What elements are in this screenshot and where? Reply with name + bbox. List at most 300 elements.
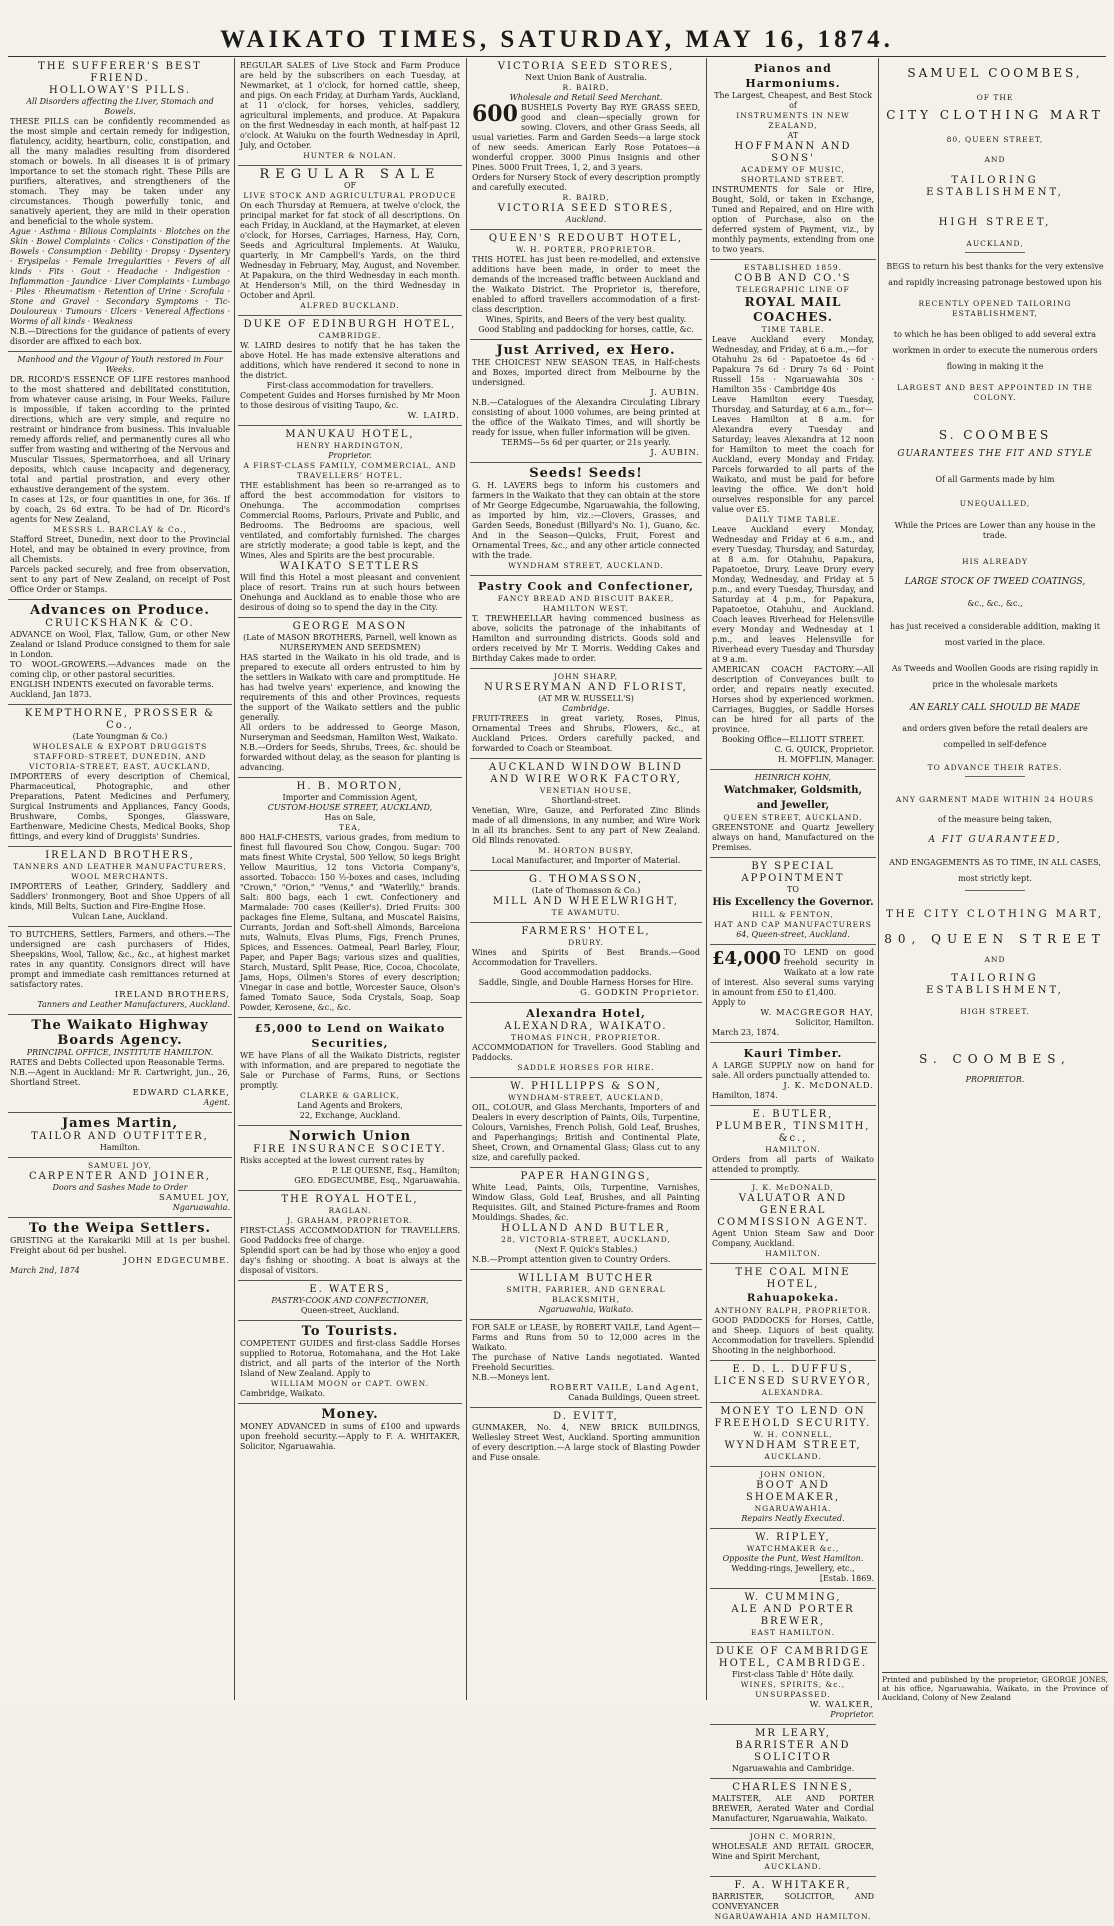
ad-body: Venetian, Wire, Gauze, and Perforated Zinc Blinds made of all dimensions, in any number, and Wire Work in all its branches. Sent to any part of New Zealand. Old Blinds renovated. [472,806,700,845]
ad-body: Wines, Spirits, and Beers of the very best quality. [485,315,687,324]
ad-hill-fenton [710,858,876,945]
ad-signature: W. MACGREGOR HAY, [760,1008,874,1018]
ad-body: and orders given before the retail dealers are compelled in self-defence [902,724,1088,749]
ad-subtitle: FANCY BREAD AND BISCUIT BAKER, [497,594,675,603]
ad-signature: M. HORTON BUSBY, [538,846,634,855]
ad-signature: ROBERT VAILE, Land Agent, [549,1383,700,1393]
ad-schedule: Leave Auckland every Monday, Wednesday, and Friday, at 6 a.m.,—for [712,335,874,354]
ad-subtitle: VALUATOR AND GENERAL COMMISSION AGENT. [717,1193,869,1228]
ad-proprietor: PROPRIETOR. [965,1075,1025,1084]
ad-advance: TO ADVANCE THEIR RATES. [927,763,1063,772]
ad-body: INSTRUMENTS for Sale or Hire, Bought, Sold, or taken in Exchange, Tuned and Repaired, and on Hire with option of Purchase, also on the deferred system of Payment, viz., by monthly payments, extending from one to two years. [712,185,874,254]
ad-mason [238,618,462,778]
ad-note: N.B.—Catalogues of the Alexandra Circulating Library consisting of about 1000 volumes, are being printed at the office of the Waikato Times, and will shortly be ready for issue, when fuller information will be given. [472,398,700,437]
ad-subtitle: BOOT AND SHOEMAKER, [745,1480,840,1503]
ad-subtitle: Importer and Commission Agent, [282,793,418,802]
ad-evitt [470,1408,702,1467]
ad-name: S. COOMBES [938,428,1052,442]
ad-tea: TEA, [338,823,362,832]
ad-headline: W. RIPLEY, [755,1532,831,1543]
ad-subtitle: TELEGRAPHIC LINE OF [736,285,850,294]
ad-signature: G. GODKIN Proprietor. [580,988,700,998]
ad-signature: EDWARD CLARKE, [132,1088,230,1098]
ad-body: W. LAIRD desires to notify that he has taken the above Hotel. He has made extensive alterations and additions, which have rendered it second to none in the district. [240,341,460,380]
ad-whitaker [710,1877,876,1926]
ad-largest: LARGEST AND BEST APPOINTED IN THE COLONY. [897,383,1093,402]
ad-body: to which he has been obliged to add several extra workmen in order to execute the numerous orders flowing in making it the [892,330,1098,371]
ad-signature: W. LAIRD. [407,411,460,421]
ad-headline: Pianos and Harmoniums. [745,62,841,90]
ad-disease-list: Ague · Asthma · Bilious Complaints · Blotches on the Skin · Bowel Complaints · Colics · Constipation of the Bowels · Consumption · Debility · Dropsy · Dysentery · Erysipelas · Female Irregularities · Fevers of all kinds · Fits · Gout · Headache · Indigestion · Inflammation · Jaundice · Liver Complaints · Lumbago · Piles · Rheumatism · Retention of Urine · Scrofula · Stone and Gravel · Secondary Symptoms · Tic-Douloureux · Tumours · Ulcers · Venereal Affections · Worms of all kinds · Weakness [10,227,230,326]
ad-address: WYNDHAM STREET, [724,1440,862,1451]
ad-signature: J. AUBIN. [650,388,700,398]
ad-place: HAMILTON. [765,1145,821,1154]
ad-place: Cambridge, Waikato. [240,1389,325,1398]
ad-body: SADDLE HORSES FOR HIRE. [517,1063,655,1072]
ad-headline: REGULAR SALE [259,167,441,182]
ad-headline: Advances on Produce. [30,603,210,618]
ad-proprietor: HENRY HARDINGTON, [296,441,404,450]
ad-subtitle: PLUMBER, TINSMITH, &c., [715,1121,871,1144]
ad-body: G. H. LAVERS begs to inform his customers and farmers in the Waikato that they can obtain at the store of Mr George Edgecumbe, Ngaruawahia, the following, as imported by him, viz.:—Clovers, Grasses, and Garden Seeds, Bonedust (Billyard's No. 1), Guano, &c. And in the Season—Quicks, Fruit, Forest and Ornamental Trees, &c., and any other article connected with the trade. [472,481,700,560]
ad-headline: COBB AND CO.'S [734,273,852,284]
ad-body: AMERICAN COACH FACTORY.—All description of Conveyances built to order, and repairs neatly executed. Horses shod by experienced workmen. Carriages, Buggies, or Saddle Horses can be hired for all parts of the province. [712,665,874,734]
ad-place: RAGLAN. [328,1206,372,1215]
ad-office: Booking Office—ELLIOTT STREET. [721,735,865,744]
ad-fit: A FIT GUARANTEED, [928,835,1062,845]
ad-body: MALTSTER, ALE AND PORTER BREWER, Aerated Water and Cordial Manufacturer, Ngaruawahia, Waikato. [712,1794,874,1823]
ad-headline: Just Arrived, ex Hero. [496,343,676,358]
ad-address: CUSTOM-HOUSE STREET, AUCKLAND, [267,803,433,812]
ad-title: CITY CLOTHING MART [886,108,1104,122]
ad-note: N.B.—Directions for the guidance of patients of every disorder are affixed to each box. [10,327,230,346]
ad-body: IMPORTERS of every description of Chemical, Pharmaceutical, Photographic, and other Preparations, Patent Medicines and Perfumery, Surgical Instruments and Appliances, Fancy Goods, Brushware, Combs, Sponges, Glassware, Earthenware, Medicine Chests, Medical Books, Shop fittings, and every kind of Druggists' Sundries. [10,772,230,841]
ad-body: THESE PILLS can be confidently recommended as the most simple and certain remedy for indigestion, flatulency, acidity, heartburn, colic, constipation, and all the many maladies resulting from disordered stomach or bowels. In all diseases it is of primary importance to set the stomach right. These Pills are purifiers, alteratives, and strengtheners of the stomach. They may be taken under any circumstances. Though powerfully tonic, and sanatively aperient, they are mild in their operation and beneficial to the whole system. [10,117,230,226]
ad-headline: JOHN C. MORRIN, [749,1832,837,1841]
ad-headline: QUEEN'S REDOUBT HOTEL, [488,233,684,244]
ad-butchers [8,927,232,1015]
ad-vaile [470,1320,702,1408]
ad-role: Land Agents and Brokers, [297,1101,403,1110]
ad-address: WYNDHAM-STREET, AUCKLAND, [508,1093,664,1102]
ad-body: OIL, COLOUR, and Glass Merchants, Importers of and Dealers in every description of Paints, Oils, Turpentine, Colours, Varnishes, French Polish, Gold Leaf, Brushes, and Paperhangings; British and Continental Plate, Sheet, Crown, and Ornamental Glass; Glass cut to any size, and carefully packed. [472,1103,700,1162]
ad-martin [8,1113,232,1158]
ad-cobb-coaches [710,260,876,770]
ad-butler [710,1106,876,1180]
ad-body: Competent Guides and Horses furnished by Mr Moon to those desirous of visiting Taupo, &c. [240,391,460,410]
ad-headline: WILLIAM BUTCHER [518,1273,654,1284]
ad-hunter-nolan [238,58,462,166]
ad-body: On each Thursday at Remuera, at twelve o'clock, the principal market for fat stock of all descriptions. On each Friday, in Auckland, at the Haymarket, at eleven o'clock, for Horses, Carriages, Harness, Hay, Corn, Seeds and Agricultural Implements. At Waiuku, quarterly, in Mr Campbell's Yards, on the third Wednesday in February, May, August, and November. At Papakura, on the third Wednesday in each month. At Henderson's Mill, on the third Wednesday in October and April. [240,201,460,300]
ad-ripley [710,1529,876,1589]
ad-place: HAMILTON. [765,1249,821,1258]
ad-subtitle: LICENSED SURVEYOR, [713,1376,873,1387]
ad-signature: H. MOFFLIN, Manager. [777,755,874,764]
ad-body: Splendid sport can be had by those who enjoy a good day's fishing or shooting. A boat is always at the disposal of visitors. [240,1246,460,1275]
ad-subtitle: TAILOR AND OUTFITTER, [31,1131,209,1142]
ad-headline: W. CUMMING, [744,1592,842,1603]
ad-body: BUSHELS Poverty Bay RYE GRASS SEED, good and clean—specially grown for sowing. Clovers, and other Grass Seeds, all usual varieties. Farm and Garden Seeds—a large stock of new seeds. American Early Rose Potatoes—a wonderful cropper. 3000 Pinus Insignis and other Pines. 5000 Fruit Trees, 1, 2, and 3 years. [472,103,700,172]
ad-headline: Pastry Cook and Confectioner, [478,580,694,593]
ad-headline: MONEY TO LEND ON FREEHOLD SECURITY. [714,1406,872,1429]
imprint: Printed and published by the proprietor, GEORGE JONES, at his office, Ngaruawahia, Waikato, in the Province of Auckland, Colony of New Zealand [882,1672,1108,1702]
ad-signature: SAMUEL JOY, [159,1193,230,1203]
ad-street: HIGH STREET. [960,1007,1030,1016]
ad-onion [710,1467,876,1529]
ad-body: Wines and Spirits of Best Brands.—Good Accommodation for Travellers. [472,948,700,967]
ad-body: THE CHOICEST NEW SEASON TEAS, in Half-chests and Boxes, imported direct from Melbourne by the undersigned. [472,358,700,387]
ad-body: White Lead, Paints, Oils, Turpentine, Varnishes, Window Glass, Gold Leaf, Brushes, and all Painting Requisites. Gilt, and Stained Picture-frames and Room Mouldings. Shades, &c. [472,1183,700,1222]
ad-headline: Manhood and the Vigour of Youth restored in Four Weeks. [17,355,223,374]
ad-body: GREENSTONE and Quartz Jewellery always on hand, Manufactured on the Premises. [712,823,874,852]
ad-body: Leave Auckland every Monday, Wednesday and Friday at 6 a.m., and every Tuesday, Thursday, and Saturday, at 8 a.m. for Otahuhu, Papakura, Papatoetoe, Drury. Leave Drury every Monday, Wednesday, and Friday at 5 p.m., and every Tuesday, Thursday, and Saturday at 4 p.m., for Papakura, Papatoetoe, Otahuhu, and Auckland. Coach leaves Riverhead for Helensville every Monday and Wednesday at 1 p.m., and leaves Helensville for Riverhead every Tuesday and Thursday at 9 a.m. [712,525,874,664]
ad-headline: G. THOMASSON, [528,874,644,885]
ad-place: EAST HAMILTON. [750,1628,835,1637]
ad-leary [710,1725,876,1779]
ad-body: GRISTING at the Karakariki Mill at 1s per bushel. Freight about 6d per bushel. [10,1236,230,1255]
ad-firm: KEMPTHORNE, PROSSER & Co., [24,708,216,731]
ad-to: TO [787,885,799,894]
ad-holland-butler [470,1168,702,1270]
ad-headline: Money. [321,1407,379,1422]
ad-kohn [710,770,876,858]
ad-proprietor: W. H. PORTER, PROPRIETOR. [515,245,657,254]
ad-headline: VICTORIA SEED STORES, [497,61,675,72]
ad-tourists [238,1321,462,1404]
ad-body: Risks accepted at the lowest current rates by [240,1156,425,1165]
ad-signature: IRELAND BROTHERS, [114,990,230,1000]
column-3 [470,58,702,1702]
ad-body: A LARGE SUPPLY now on hand for sale. All orders punctually attended to. [712,1061,874,1080]
ad-role: Proprietor. [830,1710,874,1719]
ad-headline: HEINRICH KOHN, [754,773,832,782]
ad-firm: HILL & FENTON, [752,910,834,919]
ad-headline: E. WATERS, [309,1284,391,1295]
ad-morrin [710,1829,876,1877]
ad-apply: Apply to [712,998,746,1007]
ad-headline: FARMERS' HOTEL, [521,926,651,937]
ad-address: WYNDHAM STREET, AUCKLAND. [508,561,664,570]
ad-body: TO BUTCHERS, Settlers, Farmers, and others.—The undersigned are cash purchasers of Hides, Sheepskins, Wool, Tallow, &c., &c., at highest market rates in any quantity. Consignors direct will have prompt and immediate cash remittances returned at satisfactory rates. [10,930,230,989]
ad-headline: J. K. McDONALD, [752,1183,834,1192]
ad-hoffmann [710,58,876,260]
ad-headline: GEORGE MASON [292,621,408,632]
ad-schedule: Leave Hamilton every Tuesday, Thursday, and Saturday, at 6 a.m., for— [712,395,874,414]
masthead-rule [8,56,1106,57]
ad-body: Good accommodation paddocks. [520,968,652,977]
ad-headline: AUCKLAND WINDOW BLIND AND WIRE WORK FACTORY, [489,762,683,785]
ad-near: (Next F. Quick's Stables.) [534,1245,638,1254]
ad-body: ENGLISH INDENTS executed on favorable terms. [10,680,214,689]
ad-subtitle: LIVE STOCK AND AGRICULTURAL PRODUCE [243,191,457,200]
ad-body: COMPETENT GUIDES and first-class Saddle Horses supplied to Rotorua, Rotomahana, and the Hot Lake district, and all parts of the interior of the North Island of New Zealand. Apply to [240,1339,460,1378]
ad-city: AUCKLAND. [764,1862,822,1871]
ad-cumming [710,1589,876,1643]
ad-headline: Seeds! Seeds! [529,466,643,481]
ad-subtitle: SMITH, FARRIER, AND GENERAL BLACKSMITH, [506,1285,666,1304]
ad-headline: E. BUTLER, [752,1109,834,1120]
ad-at: AT [787,131,799,140]
ad-body: WHOLESALE AND RETAIL GROCER, Wine and Spirit Merchant, [712,1842,874,1861]
ad-place: HAMILTON WEST. [543,604,629,613]
ad-body: Saddle, Single, and Double Harness Horses for Hire. [478,978,694,987]
ad-money [238,1404,462,1456]
ad-address: 22, Exchange, Auckland. [299,1111,401,1120]
ad-late: (Late of MASON BROTHERS, Parnell, well known as NURSERYMEN AND SEEDSMEN) [243,633,457,652]
ad-body: Doors and Sashes Made to Order [52,1183,188,1192]
ad-signature: J. K. McDONALD. [783,1081,874,1091]
ad-coal-mine-hotel [710,1264,876,1361]
ad-merchant: R. BAIRD, [562,83,610,92]
ad-coombes [882,58,1108,1089]
ad-address: QUEEN STREET, AUCKLAND. [723,813,863,822]
ad-address: Shortland-street. [551,796,621,805]
ad-body: As Tweeds and Woollen Goods are rising rapidly in price in the wholesale markets [891,664,1099,689]
ad-body: RATES and Debts Collected upon Reasonable Terms. [10,1058,225,1067]
ad-price: In cases at 12s, or four quantities in one, for 36s. If by coach, 2s 6d extra. To be had of Dr. Ricord's agents for New Zealand, [10,495,230,524]
ad-body: 800 HALF-CHESTS, various grades, from medium to finest full flavoured Sou Chow, Congou. Sugar: 700 mats finest White Crystal, 500 Yellow, 50 kegs Bright Yellow Mauritius, 12 tons Victoria Company's, assorted. Tobacco: 150 ½-boxes and cases, including "Crown," "Orion," "Venus," and "Waterlily," brands. Salt: 800 bags, each 1 cwt. Confectionery and Marmalade: 700 cases (Keiller's). Dried Fruits: 300 packages fine Eleme, Sultana, and Muscatel Raisins, Currants, Jordan and Soft-shell Almonds, Barcelona nuts, Walnuts, Elvas Plums, Figs, French Prunes, Spices, and Essences. Oatmeal, Pearl Barley, Flour, Paper, and Paper Bags; various sizes and qualities, Starch, Mustard, Split Pease, Rice, Cocoa, Chocolate, Jams, Hops, Oilmen's Stores of every description; Vinegar in case and bottle, Worcester Sauce, Olson's famed Tomato Sauce, Soda Crystals, Soap, Soap Powder, Kerosene, &c., &c. [240,833,460,1012]
ad-body: FOR SALE or LEASE, by ROBERT VAILE, Land Agent—Farms and Runs from 50 to 12,000 acres in the Waikato. [472,1323,700,1352]
ad-queen-street: 80, QUEEN STREET [884,932,1106,946]
ad-body: Orders from all parts of Waikato attended to promptly. [712,1155,874,1174]
ad-role: Solicitor, Hamilton. [795,1018,874,1027]
ad-duffus [710,1361,876,1403]
ad-ireland [8,847,232,927]
ad-mart: THE CITY CLOTHING MART, [886,909,1104,920]
ad-established: [Estab. 1869. [819,1574,874,1583]
ad-body: Repairs Neatly Executed. [741,1514,845,1523]
ad-phillipps [470,1078,702,1168]
ad-firm: IRELAND BROTHERS, [45,850,195,861]
ad-address: Opposite the Punt, West Hamilton. [722,1554,864,1563]
ad-headline: The Waikato Highway Boards Agency. [31,1018,209,1048]
ad-body: Will find this Hotel a most pleasant and convenient place of resort. Trains run at such hours between Onehunga and Auckland as to enable those who are desirous of doing so to spend the day in the City. [240,573,460,612]
ad-note: Parcels packed securely, and free from observation, sent to any part of New Zealand, on receipt of Post Office Order or Stamps. [10,565,230,594]
ad-headline: W. PHILLIPPS & SON, [510,1081,662,1092]
ad-place: Rahuapokeka. [747,1293,839,1304]
ad-alexandra-hotel [470,1003,702,1078]
ad-place: NGARUAWAHIA AND HAMILTON. [714,1912,872,1921]
ad-firm: James Martin, [61,1116,179,1131]
ad-established: ESTABLISHED 1859. [743,263,843,272]
ad-address: Stafford Street, Dunedin, next door to the Provincial Hotel, and may be obtained in every province, from all Chemists. [10,535,230,564]
ad-place: Ngaruawahia, Waikato. [538,1305,634,1314]
ad-securities [238,1018,462,1126]
ad-place: TE AWAMUTU. [551,908,621,917]
ad-signature: J. AUBIN. [650,448,700,458]
ad-address: Queen-street, Auckland. [300,1306,400,1315]
ad-of-the: OF THE [976,93,1014,102]
ad-agent: P. LE QUESNE, Esq., Hamilton; [331,1166,460,1175]
ad-waters [238,1281,462,1321]
ad-unequalled: UNEQUALLED, [959,499,1031,508]
ad-cruickshank [8,600,232,705]
ad-body: First-class Table d' Hôte daily. [731,1670,855,1679]
ad-trade: HAT AND CAP MANUFACTURERS [714,920,872,929]
ad-subtitle: BARRISTER AND SOLICITOR [735,1740,851,1763]
ad-body: DR. RICORD'S ESSENCE OF LIFE restores manhood to the most shattered and debilitated constitution, from whatever cause arising, in Four Weeks. Failure is impossible, if taken according to the printed directions, which are very simple, and require no restraint or hindrance from business. This invaluable remedy affords relief, and permanently cures all who suffer from wasting and withering of the Nervous and Muscular Tissues, Spermatorrhoea, and all Urinary deposits, which cause incapacity and degeneracy, total and partial prostration, and every other exhaustive derangement of the system. [10,375,230,494]
ad-ricord [8,352,232,600]
column-4 [710,58,876,1921]
ad-weipa [8,1218,232,1280]
ad-body: T. TREWHEELLAR having commenced business as above, solicits the patronage of the inhabitants of Hamilton and surrounding districts. Goods sold and orders received by Mr T. Morris. Wedding Cakes and Birthday Cakes made to order. [472,614,700,663]
ad-subtitle: TAILORING ESTABLISHMENT, [926,175,1064,198]
ad-headline: E. D. L. DUFFUS, [732,1364,854,1375]
ad-headline: Norwich Union [288,1129,412,1144]
ad-signature: W. H. CONNELL, [753,1430,833,1439]
ad-body: GOOD PADDOCKS for Horses, Cattle, and Sheep. Liquors of best quality. Accommodation for travellers. Splendid Shooting in the neighborhood. [712,1316,874,1355]
column-5-coombes [882,58,1108,1702]
ad-signature: R. BAIRD, [562,193,610,202]
ad-body: THIS HOTEL has just been re-modelled, and extensive additions have been made, in order to meet the demands of the increased traffic between Auckland and the Waikato District. The Proprietor is, therefore, enabled to afford travellers accommodation of a first-class description. [472,255,700,314]
ad-firm: HOFFMANN AND SONS' [734,141,852,164]
ad-trewheellar [470,576,702,669]
ad-firm: HOLLAND AND BUTLER, [501,1223,671,1234]
ad-city: AUCKLAND, [966,239,1024,248]
ad-signature: CLARKE & GARLICK, [299,1091,401,1100]
ad-address: Vulcan Lane, Auckland. [72,912,168,921]
ad-timetable-head: TIME TABLE. [761,325,825,334]
ad-late: (AT MR W. RUSSELL'S) [538,694,634,703]
ad-and: AND [984,155,1006,164]
ad-subtitle: ALE AND PORTER BREWER, [731,1604,855,1627]
ad-address: All orders to be addressed to George Mason, Nurseryman and Seedsman, Hamilton West, Waikato. [240,723,460,742]
ad-note: N.B.—Moneys lent. [472,1373,550,1382]
ad-amount: £4,000 [712,948,781,969]
ad-late: (Late of Thomasson & Co.) [531,886,641,895]
ad-mcdonald [710,1180,876,1264]
ad-firm: CRUICKSHANK & CO. [45,618,195,629]
ad-subtitle: A FIRST-CLASS FAMILY, COMMERCIAL, AND TRAVELLERS' HOTEL. [243,461,457,480]
ad-proprietor: THOMAS FINCH, PROPRIETOR. [510,1033,662,1042]
ad-headline: H. B. MORTON, [296,781,404,792]
ad-queens-redoubt [470,230,702,340]
ad-subtitle: PASTRY-COOK AND CONFECTIONER, [271,1296,429,1305]
ad-late: (Late Youngman & Co.) [72,732,168,741]
ad-firm: JOHN SHARP, [553,672,619,681]
ad-body: While the Prices are Lower than any house in the trade. [894,521,1096,540]
ad-subtitle: NURSERYMAN AND FLORIST, [484,682,688,693]
ad-early-call: AN EARLY CALL SHOULD BE MADE [909,703,1081,713]
ad-connell [710,1403,876,1467]
ad-body: First-class accommodation for travellers. [266,381,434,390]
ad-timetable-head: DAILY TIME TABLE. [745,515,841,524]
ad-quantity: 600 [472,101,518,127]
column-divider [234,58,235,1700]
ad-headline: £5,000 to Lend on Waikato Securities, [254,1022,446,1050]
ad-signature: JOHN EDGECUMBE. [123,1256,230,1266]
ad-subtitle: The Largest, Cheapest, and Best Stock of [714,91,872,110]
ad-holloway [8,58,232,352]
ad-place: Ngaruawahia. [172,1203,230,1212]
ad-note: N.B.—Prompt attention given to Country Orders. [472,1255,671,1264]
ad-city: AUCKLAND. [764,1452,822,1461]
ad-body: REGULAR SALES of Live Stock and Farm Produce are held by the subscribers on each Tuesday, at Newmarket, at 1 o'clock, for horned cattle, sheep, and pigs. On each Friday, at Durham Yards, Auckland, at 11 o'clock, for horses, vehicles, saddlery, agricultural implements, and produce. At Papakura on the first Wednesday in each month, at half-past 12 o'clock. At Waiuku on the fourth Wednesday in April, July, and October. [240,61,460,150]
ad-note: N.B.—Agent in Auckland: Mr R. Cartwright, jun., 26, Shortland Street. [10,1068,230,1087]
column-2 [238,58,462,1702]
ad-fares: Otahuhu 2s 6d · Papatoetoe 4s 6d · Papakura 7s 6d · Drury 7s 6d · Point Russell 15s · Ngaruawahia 30s · Hamilton 35s · Cambridge 40s [712,355,874,394]
ad-body: TO LEND on good freehold security in Waikato at a low rate of interest. Also several sums varying in amount from £50 to £1,400. [712,948,874,997]
ad-headline: D. EVITT, [553,1411,619,1422]
ad-place: ALEXANDRA. [761,1388,825,1397]
ad-firm: SAMUEL JOY, [88,1161,152,1170]
ad-aubin [470,340,702,463]
ad-place: Ngaruawahia and Cambridge. [731,1764,855,1773]
ad-lavers [470,463,702,576]
ad-guarantees: GUARANTEES THE FIT AND STYLE [897,449,1093,459]
ad-headline: Kauri Timber. [743,1047,843,1060]
ad-body: ADVANCE on Wool, Flax, Tallow, Gum, or other New Zealand or Island Produce consigned to them for sale in London. [10,630,230,659]
ad-subtitle: Watchmaker, Goldsmith, and Jeweller, [723,785,863,811]
ad-city: Auckland. [565,215,607,224]
ad-street: HIGH STREET, [938,217,1052,228]
ad-role: Wholesale and Retail Seed Merchant. [509,93,663,102]
ad-royal-hotel [238,1191,462,1281]
ad-headline: CHARLES INNES, [732,1782,854,1793]
ad-address: 28, VICTORIA-STREET, AUCKLAND, [501,1235,671,1244]
ad-role: Tanners and Leather Manufacturers, Auckland. [37,1000,230,1009]
ad-terms: TERMS—5s 6d per quarter, or 21s yearly. [501,438,671,447]
ad-headline: DUKE OF CAMBRIDGE HOTEL, CAMBRIDGE. [716,1646,870,1669]
ad-subtitle: TANNERS AND LEATHER MANUFACTURERS, WOOL MERCHANTS. [13,862,227,881]
ad-headline: Alexandra Hotel, [526,1007,646,1020]
ad-body: HAS started in the Waikato in his old trade, and is prepared to execute all orders entrusted to him by the settlers in Waikato with care and promptitude. He has had twelve years' experience, and knowing the requirements of this and other Provinces, requests the support of the Waikato settlers and the public generally. [240,653,460,722]
ad-role: Proprietor. [328,451,372,460]
ad-headline: PAPER HANGINGS, [520,1171,652,1182]
ad-proprietor: ANTHONY RALPH, PROPRIETOR. [714,1306,872,1315]
ad-body: ACCOMMODATION for Travellers. Good Stabling and Paddocks. [472,1043,700,1062]
ad-headline: F. A. WHITAKER, [734,1880,852,1891]
ad-headline: THE COAL MINE HOTEL, [735,1267,851,1290]
ad-body: of the measure being taken, [938,815,1052,824]
ad-headline: BY SPECIAL APPOINTMENT [741,861,845,884]
ad-subtitle: His Excellency the Governor. [712,897,874,908]
ad-headline: MR LEARY, [755,1728,831,1739]
ad-body: IMPORTERS of Leather, Grindery, Saddlery and Saddlers' Ironmongery, Boot and Shoe Uppers of all kinds, Mill Belts, Suction and Fire-Engine Hose. [10,882,230,911]
ad-place: DRURY. [568,938,604,947]
ad-body: THE establishment has been so re-arranged as to afford the best accommodation for visitors to Onehunga. The accommodation comprises Commercial Rooms, Parlours, Private and Public, and Bedrooms. The Bedrooms are spacious, well ventilated, and comfortably furnished. The charges are strictly moderate; a good table is kept, and the Wines, Ales and Spirits are the best procurable. [240,481,460,560]
ad-name: S. COOMBES, [919,1052,1071,1066]
ad-regular-sale [238,166,462,316]
ad-headline: SAMUEL COOMBES, [907,66,1083,80]
ad-date: March 2nd, 1874 [10,1266,80,1275]
ad-agent: GEO. EDGECUMBE, Esq., Ngaruawahia. [294,1176,460,1185]
ad-role: Local Manufacturer, and Importer of Material. [491,856,681,865]
ad-date: Hamilton, 1874. [712,1091,778,1100]
ad-on-sale: Has on Sale, [324,813,376,822]
ad-address: Canada Buildings, Queen street. [568,1393,700,1402]
ad-title: ROYAL MAIL COACHES. [744,295,842,324]
ad-body: has just received a considerable addition, making it most varied in the place. [890,622,1100,647]
ad-headline: THE ROYAL HOTEL, [281,1194,419,1205]
ad-agent: MESSRS L. BARCLAY & Co., [53,525,187,534]
ad-body: GUNMAKER, No. 4, NEW BRICK BUILDINGS, Wellesley Street West, Auckland. Sporting ammunition of every description.—A large stock of Blasting Powder and Fuse onsale. [472,1423,700,1462]
ad-and: AND [984,955,1006,964]
ad-kauri [710,1043,876,1106]
ad-body: BARRISTER, SOLICITOR, AND CONVEYANCER [712,1892,874,1911]
ad-address: Next Union Bank of Australia. [525,73,647,82]
ad-title: HOLLOWAY'S PILLS. [48,85,191,96]
ad-headline: MANUKAU HOTEL, [285,429,415,440]
ad-etc: &c., &c., &c., [967,599,1023,608]
ad-macgregor-hay [710,945,876,1043]
ad-headline: WAIKATO SETTLERS [279,561,421,572]
ad-thomasson [470,871,702,923]
ad-address: 64, Queen-street, Auckland. [736,930,850,939]
ad-body: BEGS to return his best thanks for the very extensive and rapidly increasing patronage bestowed upon his [886,262,1104,287]
ad-large-stock: LARGE STOCK OF TWEED COATINGS, [904,577,1086,587]
column-1 [8,58,232,1702]
